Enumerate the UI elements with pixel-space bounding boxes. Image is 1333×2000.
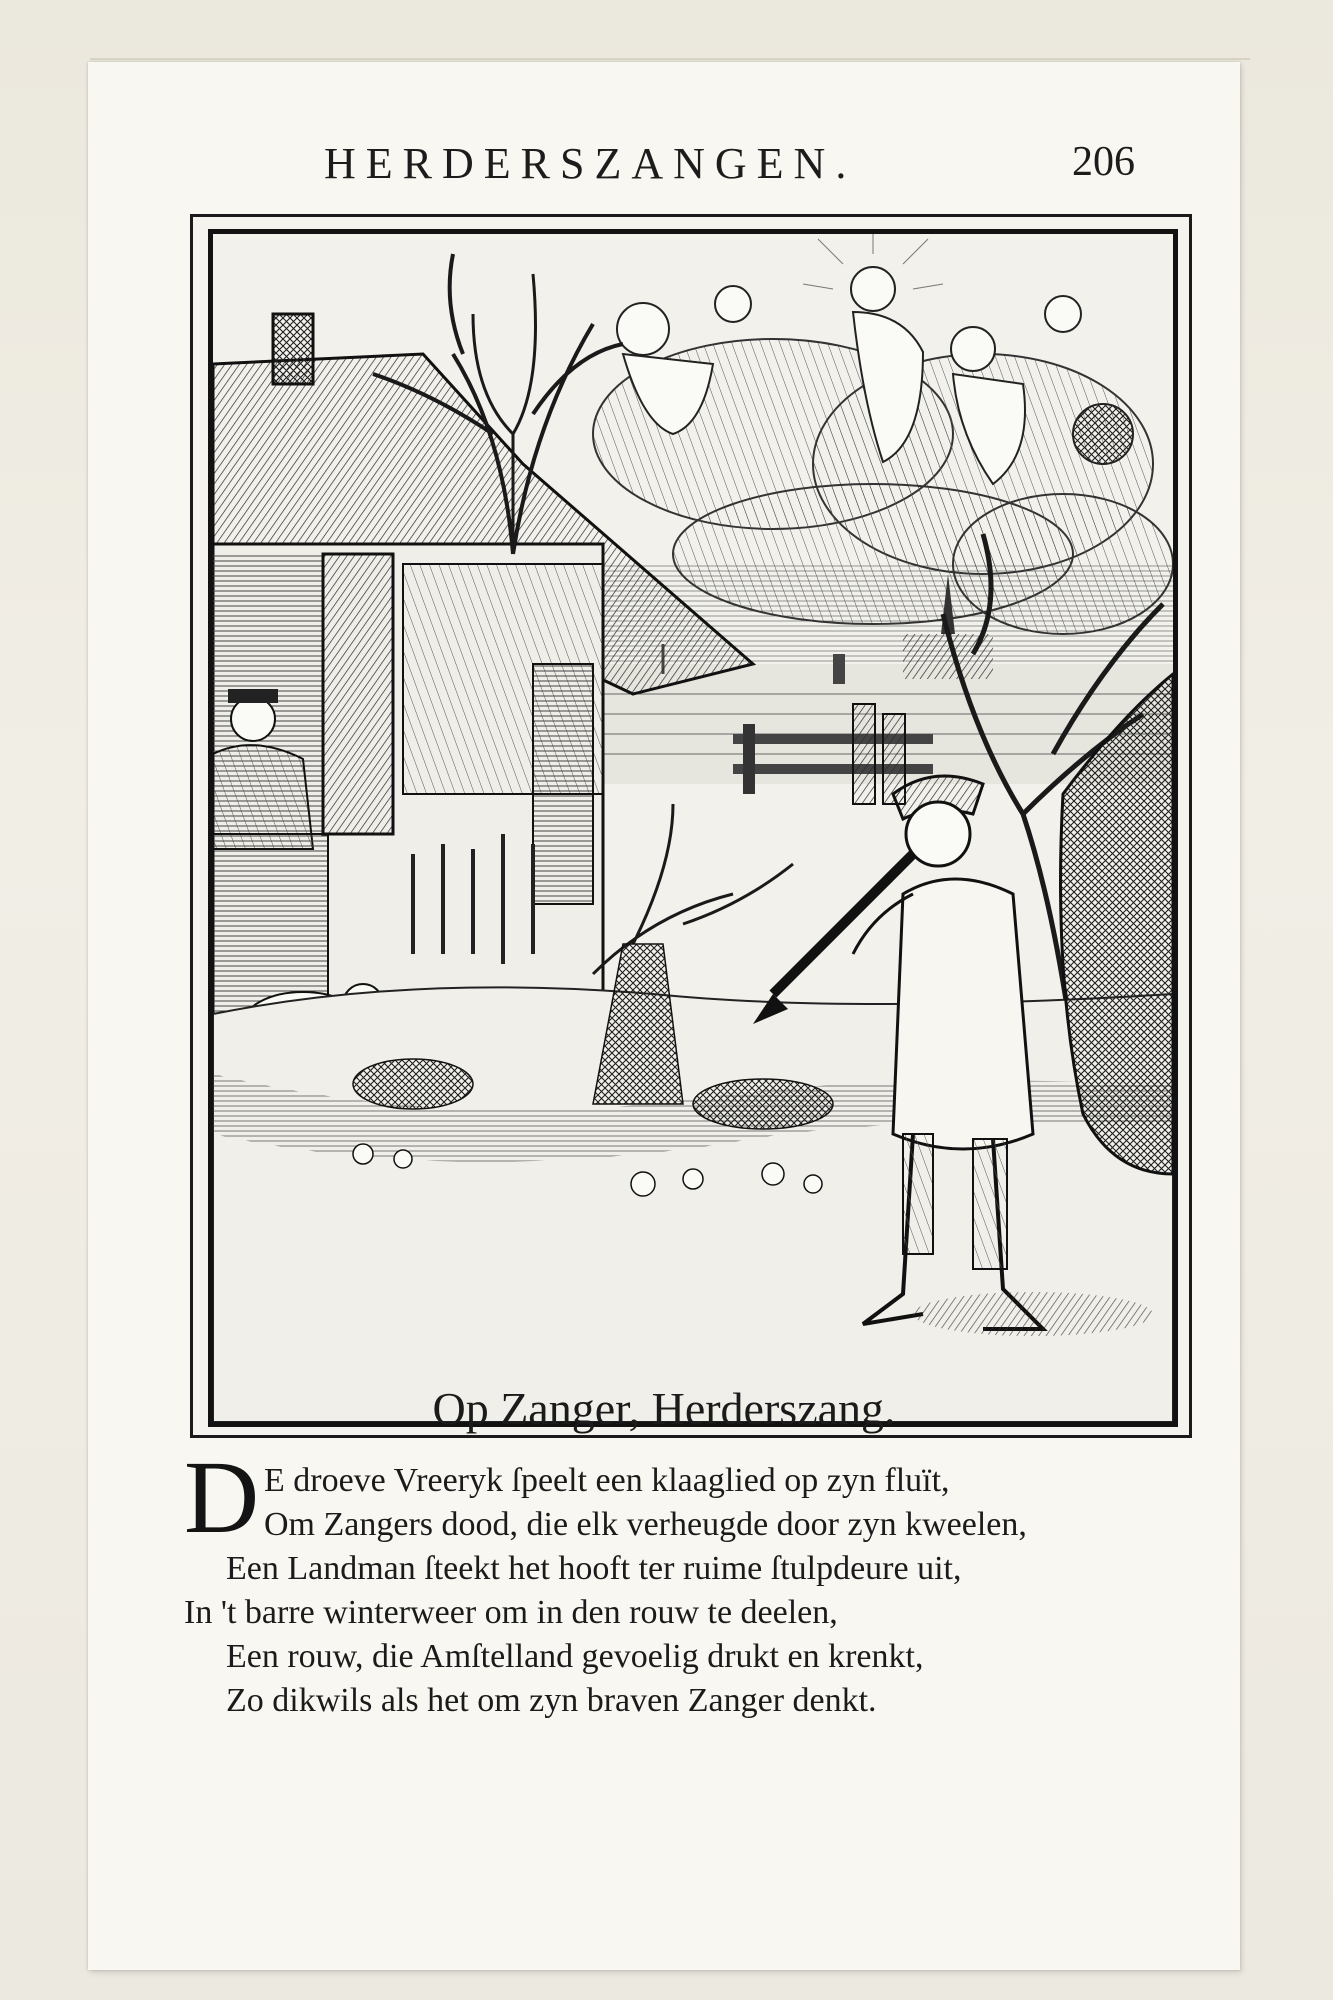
verse-line-2: Om Zangers dood, die elk verheugde door zyn kweelen, — [264, 1506, 1027, 1543]
verse-line-6: Zo dikwils als het om zyn braven Zanger denkt. — [226, 1682, 877, 1719]
verse-line-4: In 't barre winterweer om in den rouw te deelen, — [184, 1594, 838, 1631]
mount-edge-line — [90, 58, 1250, 60]
verse-line-1: E droeve Vreeryk ſpeelt een klaaglied op zyn fluït, — [264, 1462, 950, 1499]
engraving-illustration — [213, 234, 1173, 1422]
running-head-title: HERDERSZANGEN. — [324, 139, 857, 188]
open-shutter — [323, 554, 393, 834]
verse-line-5: Een rouw, die Amſtelland gevoelig drukt en krenkt, — [226, 1638, 924, 1675]
engraving-plate — [208, 229, 1178, 1427]
page-number: 206 — [1072, 139, 1135, 185]
verse-line-3: Een Landman ſteekt het hooft ter ruime ſtulpdeure uit, — [226, 1550, 962, 1587]
drop-cap: D — [184, 1440, 260, 1555]
poem-title: Op Zanger, Herderszang. — [432, 1383, 896, 1434]
running-head — [88, 132, 1240, 212]
book-page — [88, 62, 1240, 1970]
ground — [213, 987, 1173, 1422]
